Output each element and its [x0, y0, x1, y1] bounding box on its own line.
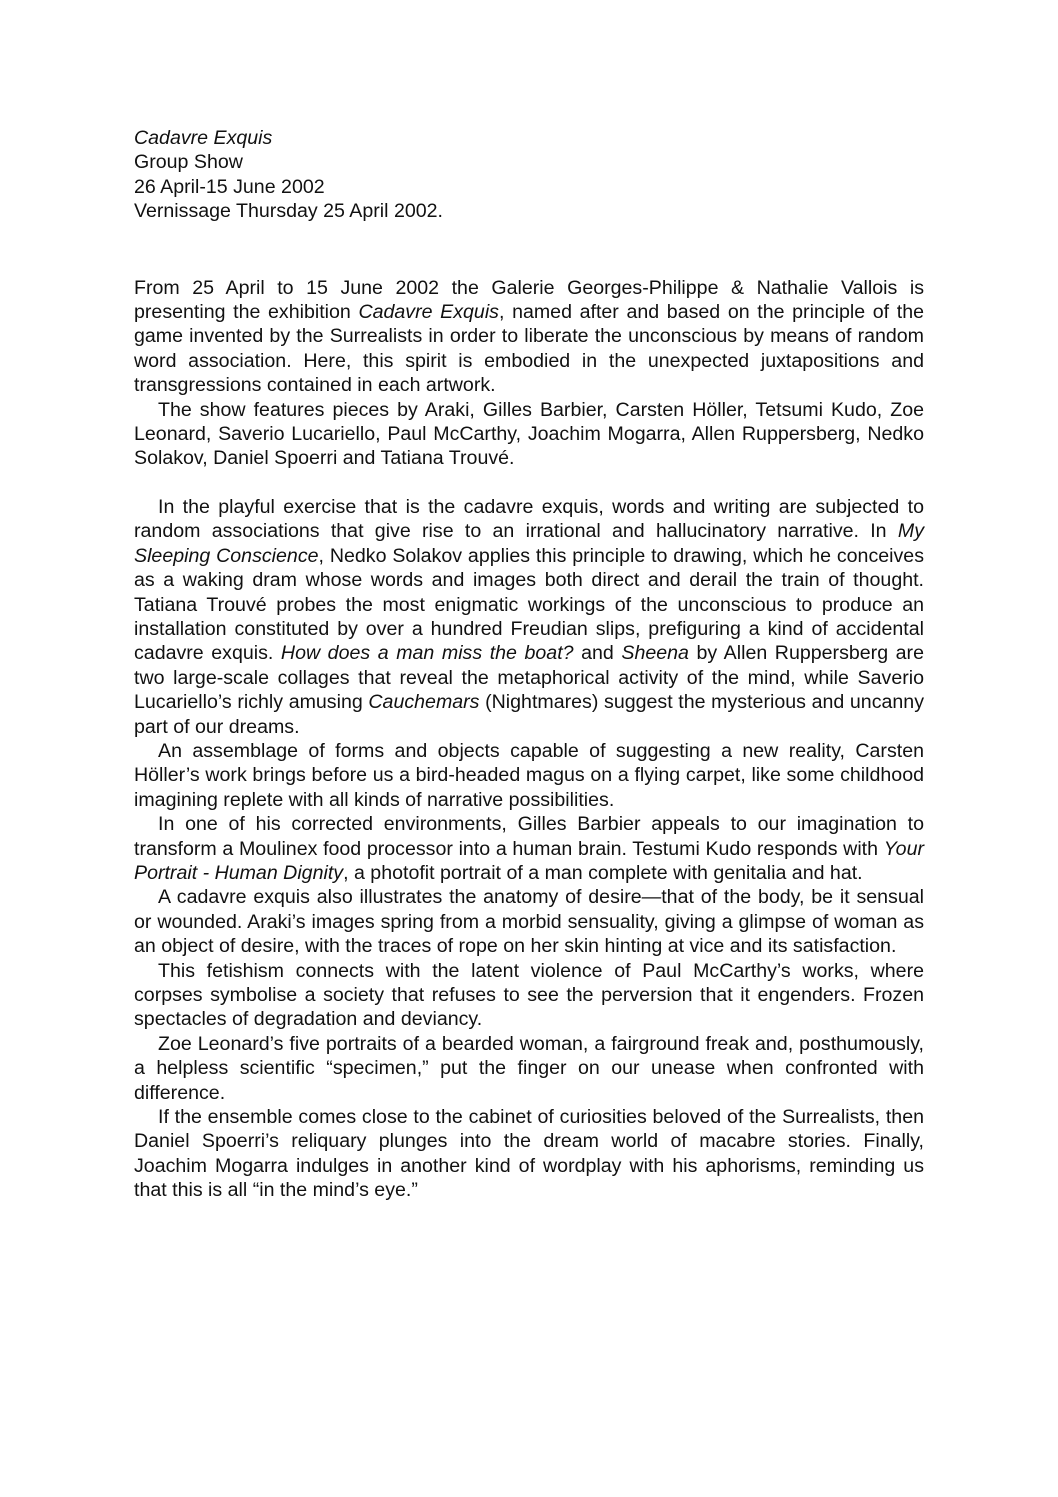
text-run: An assemblage of forms and objects capable of suggesting a new reality, Carsten Höller’s work brings before us a bird-headed magus on a flying carpet, like some childhood imagining replete with all kinds of narrative possibilities. [134, 739, 924, 811]
text-run: If the ensemble comes close to the cabinet of curiosities beloved of the Surrealists, then Daniel Spoerri’s reliquary plunges into the dream world of macabre stories. Finally, Joachim Mogarra indulges in another kind of wordplay with his aphorisms, reminding us that this is all “in the mind’s eye.” [134, 1106, 924, 1202]
text-run: The show features pieces by Araki, Gilles Barbier, Carsten Höller, Tetsumi Kudo, Zoe Leonard, Saverio Lucariello, Paul McCarthy, Joachim Mogarra, Allen Ruppersberg, Nedko Solakov, Daniel Spoerri and Tatiana Trouvé. [134, 398, 924, 470]
paragraph-araki [134, 885, 924, 958]
paragraph-holler [134, 739, 924, 812]
text-run: From 25 April to 15 June 2002 the Galerie Georges-Philippe & Nathalie Vallois is presenting the exhibition [134, 276, 924, 324]
show-type: Group Show [134, 151, 243, 174]
text-run: This fetishism connects with the latent violence of Paul McCarthy’s works, where corpses symbolise a society that refuses to see the perversion that it engenders. Frozen spectacles of degradation and deviancy. [134, 959, 924, 1031]
paragraph-leonard [134, 1032, 924, 1105]
text-run: , a photofit portrait of a man complete with genitalia and hat. [343, 861, 863, 884]
text-run: In the playful exercise that is the cadavre exquis, words and writing are subjected to random associations that give rise to an irrational and hallucinatory narrative. In [134, 495, 924, 543]
paragraph-spoerri-mogarra [134, 1105, 924, 1203]
paragraph-artists [134, 398, 924, 471]
document-page [134, 126, 924, 1203]
paragraph-barbier-kudo [134, 812, 924, 885]
paragraph-mccarthy [134, 959, 924, 1032]
text-run: A cadavre exquis also illustrates the anatomy of desire—that of the body, be it sensual or wounded. Araki’s images spring from a morbid sensuality, giving a glimpse of woman as an object of desire, with the traces of rope on her skin hinting at vice and its satisfaction. [134, 886, 924, 958]
text-run: Zoe Leonard’s five portraits of a bearded woman, a fairground freak and, posthumously, a helpless scientific “specimen,” put the finger on our unease when confronted with difference. [134, 1032, 924, 1104]
text-run: by Allen Ruppersberg are two large-scale collages that reveal the metaphorical activity of the mind, while Saverio Lucariello’s richly amusing [134, 642, 924, 714]
exhibition-header [134, 126, 924, 224]
text-run: (Nightmares) suggest the mysterious and uncanny part of our dreams. [134, 691, 924, 738]
text-run: In one of his corrected environments, Gilles Barbier appeals to our imagination to transform a Moulinex food processor into a human brain. Testumi Kudo responds with [134, 813, 924, 860]
text-run: and [573, 642, 622, 665]
exhibition-dates: 26 April-15 June 2002 [134, 175, 325, 198]
vernissage-date: Vernissage Thursday 25 April 2002. [134, 200, 443, 223]
italic-title-run: How does a man miss the boat? [280, 642, 574, 665]
italic-title-run: Cauchemars [368, 691, 480, 714]
paragraph-cadavre-exquis [134, 495, 924, 739]
text-run: , Nedko Solakov applies this principle to drawing, which he conceives as a waking dram whose words and images both direct and derail the train of thought. Tatiana Trouvé probes the most enigmatic workings of the unconscious to produce an installation constituted by over a hundred Freudian slips, prefiguring a kind of accidental cadavre exquis. [134, 544, 924, 665]
text-run: , named after and based on the principle of the game invented by the Surrealists in order to liberate the unconscious by means of random word association. Here, this spirit is embodied in the unexpected juxtapositions and transgressions contained in each artwork. [134, 301, 924, 397]
italic-title-run: Cadavre Exquis [358, 301, 499, 324]
italic-title-run: Sheena [621, 642, 689, 665]
exhibition-title: Cadavre Exquis [134, 127, 273, 149]
italic-title-run: Your Portrait - Human Dignity [134, 837, 924, 884]
paragraph-intro [134, 276, 924, 398]
italic-title-run: My Sleeping Conscience [134, 520, 924, 567]
press-release-body [134, 276, 924, 1203]
